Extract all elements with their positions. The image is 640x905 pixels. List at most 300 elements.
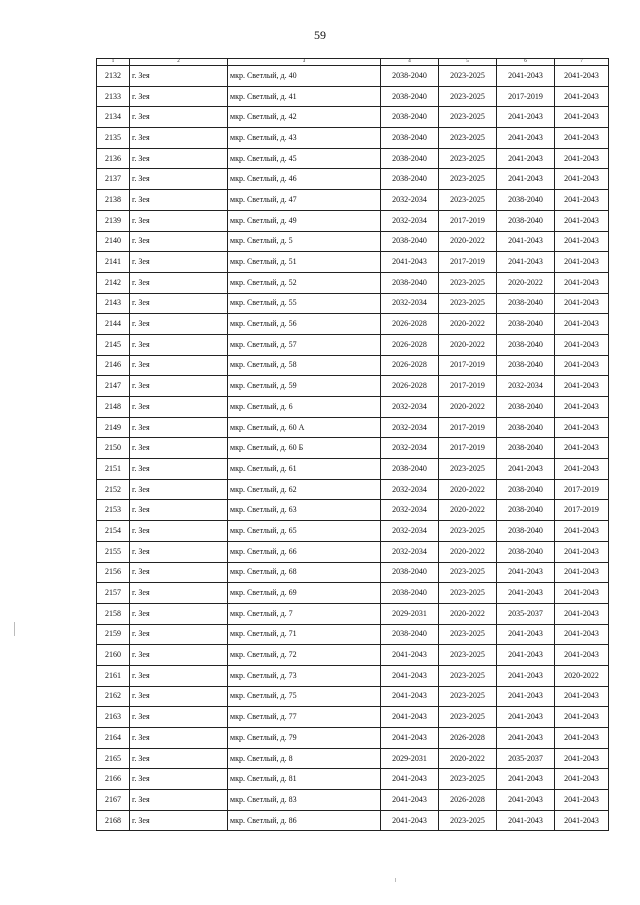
address-cell: мкр. Светлый, д. 42 bbox=[228, 107, 381, 128]
period-col7-cell: 2017-2019 bbox=[555, 500, 609, 521]
period-col7-cell: 2041-2043 bbox=[555, 148, 609, 169]
period-col5-cell: 2023-2025 bbox=[439, 521, 497, 542]
period-col5-cell: 2020-2022 bbox=[439, 603, 497, 624]
row-number-cell: 2132 bbox=[97, 66, 130, 87]
row-number-cell: 2158 bbox=[97, 603, 130, 624]
period-col7-cell: 2041-2043 bbox=[555, 355, 609, 376]
period-col7-cell: 2041-2043 bbox=[555, 252, 609, 273]
period-col7-cell: 2041-2043 bbox=[555, 376, 609, 397]
period-col5-cell: 2023-2025 bbox=[439, 272, 497, 293]
period-col5-cell: 2023-2025 bbox=[439, 66, 497, 87]
address-cell: мкр. Светлый, д. 77 bbox=[228, 707, 381, 728]
table-row bbox=[97, 148, 609, 169]
row-number-cell: 2167 bbox=[97, 790, 130, 811]
period-col6-cell: 2038-2040 bbox=[497, 500, 555, 521]
row-number-cell: 2143 bbox=[97, 293, 130, 314]
period-col4-cell: 2032-2034 bbox=[381, 417, 439, 438]
period-col6-cell: 2041-2043 bbox=[497, 665, 555, 686]
period-col4-cell: 2026-2028 bbox=[381, 314, 439, 335]
period-col7-cell: 2041-2043 bbox=[555, 748, 609, 769]
table-row bbox=[97, 252, 609, 273]
period-col5-cell: 2017-2019 bbox=[439, 376, 497, 397]
period-col5-cell: 2017-2019 bbox=[439, 210, 497, 231]
period-col4-cell: 2038-2040 bbox=[381, 66, 439, 87]
row-number-cell: 2162 bbox=[97, 686, 130, 707]
address-cell: мкр. Светлый, д. 75 bbox=[228, 686, 381, 707]
period-col4-cell: 2041-2043 bbox=[381, 810, 439, 831]
address-cell: мкр. Светлый, д. 62 bbox=[228, 479, 381, 500]
period-col5-cell: 2023-2025 bbox=[439, 665, 497, 686]
row-number-cell: 2134 bbox=[97, 107, 130, 128]
table-row bbox=[97, 107, 609, 128]
city-cell: г. Зея bbox=[130, 210, 228, 231]
city-cell: г. Зея bbox=[130, 790, 228, 811]
period-col6-cell: 2035-2037 bbox=[497, 748, 555, 769]
address-cell: мкр. Светлый, д. 49 bbox=[228, 210, 381, 231]
address-cell: мкр. Светлый, д. 46 bbox=[228, 169, 381, 190]
period-col7-cell: 2041-2043 bbox=[555, 314, 609, 335]
row-number-cell: 2136 bbox=[97, 148, 130, 169]
city-cell: г. Зея bbox=[130, 521, 228, 542]
period-col4-cell: 2041-2043 bbox=[381, 790, 439, 811]
period-col5-cell: 2020-2022 bbox=[439, 500, 497, 521]
housing-repair-schedule-table bbox=[96, 58, 609, 831]
address-cell: мкр. Светлый, д. 41 bbox=[228, 86, 381, 107]
page-number: 59 bbox=[314, 28, 326, 42]
period-col4-cell: 2038-2040 bbox=[381, 624, 439, 645]
address-cell: мкр. Светлый, д. 43 bbox=[228, 128, 381, 149]
period-col6-cell: 2041-2043 bbox=[497, 810, 555, 831]
row-number-cell: 2161 bbox=[97, 665, 130, 686]
address-cell: мкр. Светлый, д. 61 bbox=[228, 459, 381, 480]
period-col7-cell: 2041-2043 bbox=[555, 603, 609, 624]
city-cell: г. Зея bbox=[130, 107, 228, 128]
table-row bbox=[97, 521, 609, 542]
row-number-cell: 2152 bbox=[97, 479, 130, 500]
period-col7-cell: 2041-2043 bbox=[555, 210, 609, 231]
period-col7-cell: 2041-2043 bbox=[555, 66, 609, 87]
period-col4-cell: 2041-2043 bbox=[381, 645, 439, 666]
period-col4-cell: 2032-2034 bbox=[381, 521, 439, 542]
period-col6-cell: 2038-2040 bbox=[497, 334, 555, 355]
period-col4-cell: 2038-2040 bbox=[381, 128, 439, 149]
row-number-cell: 2140 bbox=[97, 231, 130, 252]
row-number-cell: 2144 bbox=[97, 314, 130, 335]
address-cell: мкр. Светлый, д. 72 bbox=[228, 645, 381, 666]
address-cell: мкр. Светлый, д. 60 Б bbox=[228, 438, 381, 459]
period-col7-cell: 2041-2043 bbox=[555, 686, 609, 707]
row-number-cell: 2151 bbox=[97, 459, 130, 480]
row-number-cell: 2153 bbox=[97, 500, 130, 521]
period-col6-cell: 2038-2040 bbox=[497, 355, 555, 376]
period-col7-cell: 2041-2043 bbox=[555, 128, 609, 149]
table-row bbox=[97, 603, 609, 624]
period-col5-cell: 2023-2025 bbox=[439, 459, 497, 480]
period-col5-cell: 2020-2022 bbox=[439, 748, 497, 769]
city-cell: г. Зея bbox=[130, 397, 228, 418]
period-col4-cell: 2038-2040 bbox=[381, 272, 439, 293]
period-col6-cell: 2038-2040 bbox=[497, 190, 555, 211]
city-cell: г. Зея bbox=[130, 252, 228, 273]
scan-mark bbox=[395, 878, 396, 882]
period-col5-cell: 2023-2025 bbox=[439, 293, 497, 314]
period-col6-cell: 2038-2040 bbox=[497, 521, 555, 542]
period-col6-cell: 2041-2043 bbox=[497, 459, 555, 480]
column-number: 1 bbox=[97, 59, 130, 66]
period-col7-cell: 2041-2043 bbox=[555, 459, 609, 480]
period-col4-cell: 2029-2031 bbox=[381, 603, 439, 624]
address-cell: мкр. Светлый, д. 45 bbox=[228, 148, 381, 169]
row-number-cell: 2155 bbox=[97, 541, 130, 562]
period-col7-cell: 2041-2043 bbox=[555, 190, 609, 211]
period-col5-cell: 2023-2025 bbox=[439, 169, 497, 190]
row-number-cell: 2138 bbox=[97, 190, 130, 211]
period-col6-cell: 2038-2040 bbox=[497, 293, 555, 314]
column-number: 7 bbox=[555, 59, 609, 66]
row-number-cell: 2139 bbox=[97, 210, 130, 231]
period-col4-cell: 2038-2040 bbox=[381, 231, 439, 252]
period-col5-cell: 2017-2019 bbox=[439, 417, 497, 438]
column-number: 5 bbox=[439, 59, 497, 66]
period-col6-cell: 2041-2043 bbox=[497, 107, 555, 128]
period-col4-cell: 2041-2043 bbox=[381, 686, 439, 707]
city-cell: г. Зея bbox=[130, 334, 228, 355]
period-col5-cell: 2020-2022 bbox=[439, 231, 497, 252]
address-cell: мкр. Светлый, д. 68 bbox=[228, 562, 381, 583]
row-number-cell: 2145 bbox=[97, 334, 130, 355]
city-cell: г. Зея bbox=[130, 86, 228, 107]
row-number-cell: 2142 bbox=[97, 272, 130, 293]
period-col7-cell: 2041-2043 bbox=[555, 107, 609, 128]
period-col5-cell: 2026-2028 bbox=[439, 790, 497, 811]
column-number: 2 bbox=[130, 59, 228, 66]
address-cell: мкр. Светлый, д. 81 bbox=[228, 769, 381, 790]
period-col6-cell: 2041-2043 bbox=[497, 231, 555, 252]
address-cell: мкр. Светлый, д. 86 bbox=[228, 810, 381, 831]
address-cell: мкр. Светлый, д. 83 bbox=[228, 790, 381, 811]
period-col7-cell: 2041-2043 bbox=[555, 86, 609, 107]
period-col4-cell: 2029-2031 bbox=[381, 748, 439, 769]
city-cell: г. Зея bbox=[130, 562, 228, 583]
row-number-cell: 2154 bbox=[97, 521, 130, 542]
period-col6-cell: 2041-2043 bbox=[497, 686, 555, 707]
address-cell: мкр. Светлый, д. 51 bbox=[228, 252, 381, 273]
period-col4-cell: 2038-2040 bbox=[381, 148, 439, 169]
period-col6-cell: 2032-2034 bbox=[497, 376, 555, 397]
row-number-cell: 2165 bbox=[97, 748, 130, 769]
table-row bbox=[97, 376, 609, 397]
period-col5-cell: 2020-2022 bbox=[439, 397, 497, 418]
city-cell: г. Зея bbox=[130, 500, 228, 521]
period-col4-cell: 2032-2034 bbox=[381, 397, 439, 418]
period-col4-cell: 2038-2040 bbox=[381, 86, 439, 107]
period-col7-cell: 2041-2043 bbox=[555, 790, 609, 811]
table-body bbox=[97, 59, 609, 831]
period-col4-cell: 2038-2040 bbox=[381, 583, 439, 604]
period-col4-cell: 2041-2043 bbox=[381, 707, 439, 728]
address-cell: мкр. Светлый, д. 60 А bbox=[228, 417, 381, 438]
table-row bbox=[97, 397, 609, 418]
table-row bbox=[97, 748, 609, 769]
period-col6-cell: 2038-2040 bbox=[497, 479, 555, 500]
period-col4-cell: 2041-2043 bbox=[381, 728, 439, 749]
period-col4-cell: 2038-2040 bbox=[381, 459, 439, 480]
column-number-row bbox=[97, 59, 609, 66]
table-row bbox=[97, 355, 609, 376]
city-cell: г. Зея bbox=[130, 231, 228, 252]
table-row bbox=[97, 128, 609, 149]
period-col4-cell: 2032-2034 bbox=[381, 500, 439, 521]
row-number-cell: 2160 bbox=[97, 645, 130, 666]
period-col6-cell: 2041-2043 bbox=[497, 769, 555, 790]
address-cell: мкр. Светлый, д. 40 bbox=[228, 66, 381, 87]
city-cell: г. Зея bbox=[130, 665, 228, 686]
period-col5-cell: 2023-2025 bbox=[439, 707, 497, 728]
city-cell: г. Зея bbox=[130, 707, 228, 728]
period-col5-cell: 2023-2025 bbox=[439, 107, 497, 128]
period-col6-cell: 2038-2040 bbox=[497, 397, 555, 418]
city-cell: г. Зея bbox=[130, 459, 228, 480]
period-col7-cell: 2041-2043 bbox=[555, 541, 609, 562]
address-cell: мкр. Светлый, д. 47 bbox=[228, 190, 381, 211]
city-cell: г. Зея bbox=[130, 169, 228, 190]
period-col5-cell: 2023-2025 bbox=[439, 624, 497, 645]
period-col7-cell: 2041-2043 bbox=[555, 417, 609, 438]
period-col4-cell: 2038-2040 bbox=[381, 562, 439, 583]
address-cell: мкр. Светлый, д. 63 bbox=[228, 500, 381, 521]
address-cell: мкр. Светлый, д. 59 bbox=[228, 376, 381, 397]
city-cell: г. Зея bbox=[130, 686, 228, 707]
period-col7-cell: 2041-2043 bbox=[555, 293, 609, 314]
period-col6-cell: 2038-2040 bbox=[497, 438, 555, 459]
period-col5-cell: 2023-2025 bbox=[439, 148, 497, 169]
table-row bbox=[97, 665, 609, 686]
period-col4-cell: 2032-2034 bbox=[381, 438, 439, 459]
period-col6-cell: 2041-2043 bbox=[497, 728, 555, 749]
period-col4-cell: 2026-2028 bbox=[381, 334, 439, 355]
period-col7-cell: 2041-2043 bbox=[555, 728, 609, 749]
period-col4-cell: 2026-2028 bbox=[381, 355, 439, 376]
period-col4-cell: 2032-2034 bbox=[381, 210, 439, 231]
period-col4-cell: 2038-2040 bbox=[381, 169, 439, 190]
city-cell: г. Зея bbox=[130, 438, 228, 459]
period-col7-cell: 2041-2043 bbox=[555, 231, 609, 252]
period-col5-cell: 2023-2025 bbox=[439, 810, 497, 831]
city-cell: г. Зея bbox=[130, 603, 228, 624]
row-number-cell: 2147 bbox=[97, 376, 130, 397]
period-col6-cell: 2041-2043 bbox=[497, 707, 555, 728]
period-col4-cell: 2032-2034 bbox=[381, 190, 439, 211]
period-col5-cell: 2023-2025 bbox=[439, 562, 497, 583]
period-col5-cell: 2023-2025 bbox=[439, 686, 497, 707]
table-row bbox=[97, 334, 609, 355]
period-col7-cell: 2041-2043 bbox=[555, 521, 609, 542]
table-row bbox=[97, 210, 609, 231]
period-col6-cell: 2038-2040 bbox=[497, 541, 555, 562]
table-row bbox=[97, 769, 609, 790]
period-col7-cell: 2017-2019 bbox=[555, 479, 609, 500]
address-cell: мкр. Светлый, д. 6 bbox=[228, 397, 381, 418]
row-number-cell: 2157 bbox=[97, 583, 130, 604]
period-col5-cell: 2020-2022 bbox=[439, 334, 497, 355]
period-col7-cell: 2041-2043 bbox=[555, 169, 609, 190]
table-row bbox=[97, 810, 609, 831]
row-number-cell: 2163 bbox=[97, 707, 130, 728]
city-cell: г. Зея bbox=[130, 728, 228, 749]
period-col6-cell: 2038-2040 bbox=[497, 314, 555, 335]
city-cell: г. Зея bbox=[130, 314, 228, 335]
city-cell: г. Зея bbox=[130, 293, 228, 314]
period-col5-cell: 2023-2025 bbox=[439, 86, 497, 107]
period-col6-cell: 2017-2019 bbox=[497, 86, 555, 107]
table-row bbox=[97, 707, 609, 728]
period-col6-cell: 2041-2043 bbox=[497, 645, 555, 666]
table-row bbox=[97, 686, 609, 707]
address-cell: мкр. Светлый, д. 57 bbox=[228, 334, 381, 355]
address-cell: мкр. Светлый, д. 58 bbox=[228, 355, 381, 376]
city-cell: г. Зея bbox=[130, 272, 228, 293]
address-cell: мкр. Светлый, д. 71 bbox=[228, 624, 381, 645]
row-number-cell: 2150 bbox=[97, 438, 130, 459]
table-row bbox=[97, 231, 609, 252]
period-col6-cell: 2041-2043 bbox=[497, 128, 555, 149]
row-number-cell: 2159 bbox=[97, 624, 130, 645]
period-col7-cell: 2041-2043 bbox=[555, 562, 609, 583]
city-cell: г. Зея bbox=[130, 417, 228, 438]
table-row bbox=[97, 541, 609, 562]
period-col6-cell: 2020-2022 bbox=[497, 272, 555, 293]
table-row bbox=[97, 190, 609, 211]
table-row bbox=[97, 562, 609, 583]
city-cell: г. Зея bbox=[130, 769, 228, 790]
row-number-cell: 2156 bbox=[97, 562, 130, 583]
address-cell: мкр. Светлый, д. 79 bbox=[228, 728, 381, 749]
address-cell: мкр. Светлый, д. 5 bbox=[228, 231, 381, 252]
table-row bbox=[97, 272, 609, 293]
address-cell: мкр. Светлый, д. 73 bbox=[228, 665, 381, 686]
period-col5-cell: 2017-2019 bbox=[439, 252, 497, 273]
column-number: 3 bbox=[228, 59, 381, 66]
column-number: 6 bbox=[497, 59, 555, 66]
period-col4-cell: 2032-2034 bbox=[381, 479, 439, 500]
period-col7-cell: 2041-2043 bbox=[555, 397, 609, 418]
period-col5-cell: 2023-2025 bbox=[439, 645, 497, 666]
period-col7-cell: 2041-2043 bbox=[555, 645, 609, 666]
period-col5-cell: 2026-2028 bbox=[439, 728, 497, 749]
table-row bbox=[97, 500, 609, 521]
row-number-cell: 2166 bbox=[97, 769, 130, 790]
table-row bbox=[97, 728, 609, 749]
row-number-cell: 2146 bbox=[97, 355, 130, 376]
column-number: 4 bbox=[381, 59, 439, 66]
period-col6-cell: 2041-2043 bbox=[497, 790, 555, 811]
period-col6-cell: 2038-2040 bbox=[497, 210, 555, 231]
period-col5-cell: 2020-2022 bbox=[439, 479, 497, 500]
table-row bbox=[97, 459, 609, 480]
period-col7-cell: 2020-2022 bbox=[555, 665, 609, 686]
period-col6-cell: 2035-2037 bbox=[497, 603, 555, 624]
scan-mark bbox=[14, 622, 15, 636]
address-cell: мкр. Светлый, д. 65 bbox=[228, 521, 381, 542]
address-cell: мкр. Светлый, д. 8 bbox=[228, 748, 381, 769]
period-col5-cell: 2023-2025 bbox=[439, 769, 497, 790]
table-row bbox=[97, 583, 609, 604]
city-cell: г. Зея bbox=[130, 541, 228, 562]
period-col4-cell: 2032-2034 bbox=[381, 293, 439, 314]
city-cell: г. Зея bbox=[130, 128, 228, 149]
address-cell: мкр. Светлый, д. 52 bbox=[228, 272, 381, 293]
city-cell: г. Зея bbox=[130, 810, 228, 831]
period-col7-cell: 2041-2043 bbox=[555, 272, 609, 293]
period-col5-cell: 2020-2022 bbox=[439, 541, 497, 562]
period-col5-cell: 2023-2025 bbox=[439, 128, 497, 149]
period-col5-cell: 2020-2022 bbox=[439, 314, 497, 335]
table-row bbox=[97, 169, 609, 190]
period-col6-cell: 2038-2040 bbox=[497, 417, 555, 438]
period-col7-cell: 2041-2043 bbox=[555, 769, 609, 790]
period-col4-cell: 2041-2043 bbox=[381, 665, 439, 686]
table-row bbox=[97, 86, 609, 107]
table-row bbox=[97, 624, 609, 645]
address-cell: мкр. Светлый, д. 56 bbox=[228, 314, 381, 335]
row-number-cell: 2141 bbox=[97, 252, 130, 273]
city-cell: г. Зея bbox=[130, 479, 228, 500]
row-number-cell: 2148 bbox=[97, 397, 130, 418]
period-col4-cell: 2026-2028 bbox=[381, 376, 439, 397]
period-col4-cell: 2038-2040 bbox=[381, 107, 439, 128]
city-cell: г. Зея bbox=[130, 355, 228, 376]
row-number-cell: 2135 bbox=[97, 128, 130, 149]
table-row bbox=[97, 438, 609, 459]
city-cell: г. Зея bbox=[130, 376, 228, 397]
table-row bbox=[97, 66, 609, 87]
period-col4-cell: 2041-2043 bbox=[381, 252, 439, 273]
city-cell: г. Зея bbox=[130, 148, 228, 169]
period-col7-cell: 2041-2043 bbox=[555, 624, 609, 645]
period-col7-cell: 2041-2043 bbox=[555, 707, 609, 728]
row-number-cell: 2168 bbox=[97, 810, 130, 831]
address-cell: мкр. Светлый, д. 66 bbox=[228, 541, 381, 562]
address-cell: мкр. Светлый, д. 7 bbox=[228, 603, 381, 624]
period-col6-cell: 2041-2043 bbox=[497, 66, 555, 87]
period-col5-cell: 2023-2025 bbox=[439, 190, 497, 211]
period-col6-cell: 2041-2043 bbox=[497, 169, 555, 190]
period-col6-cell: 2041-2043 bbox=[497, 562, 555, 583]
city-cell: г. Зея bbox=[130, 645, 228, 666]
period-col4-cell: 2032-2034 bbox=[381, 541, 439, 562]
city-cell: г. Зея bbox=[130, 190, 228, 211]
city-cell: г. Зея bbox=[130, 748, 228, 769]
table-row bbox=[97, 417, 609, 438]
address-cell: мкр. Светлый, д. 69 bbox=[228, 583, 381, 604]
period-col7-cell: 2041-2043 bbox=[555, 583, 609, 604]
city-cell: г. Зея bbox=[130, 66, 228, 87]
period-col7-cell: 2041-2043 bbox=[555, 438, 609, 459]
row-number-cell: 2133 bbox=[97, 86, 130, 107]
table-row bbox=[97, 314, 609, 335]
address-cell: мкр. Светлый, д. 55 bbox=[228, 293, 381, 314]
period-col6-cell: 2041-2043 bbox=[497, 583, 555, 604]
period-col5-cell: 2017-2019 bbox=[439, 355, 497, 376]
period-col7-cell: 2041-2043 bbox=[555, 334, 609, 355]
period-col7-cell: 2041-2043 bbox=[555, 810, 609, 831]
period-col6-cell: 2041-2043 bbox=[497, 148, 555, 169]
row-number-cell: 2137 bbox=[97, 169, 130, 190]
table-row bbox=[97, 790, 609, 811]
table-row bbox=[97, 645, 609, 666]
table-row bbox=[97, 293, 609, 314]
row-number-cell: 2149 bbox=[97, 417, 130, 438]
